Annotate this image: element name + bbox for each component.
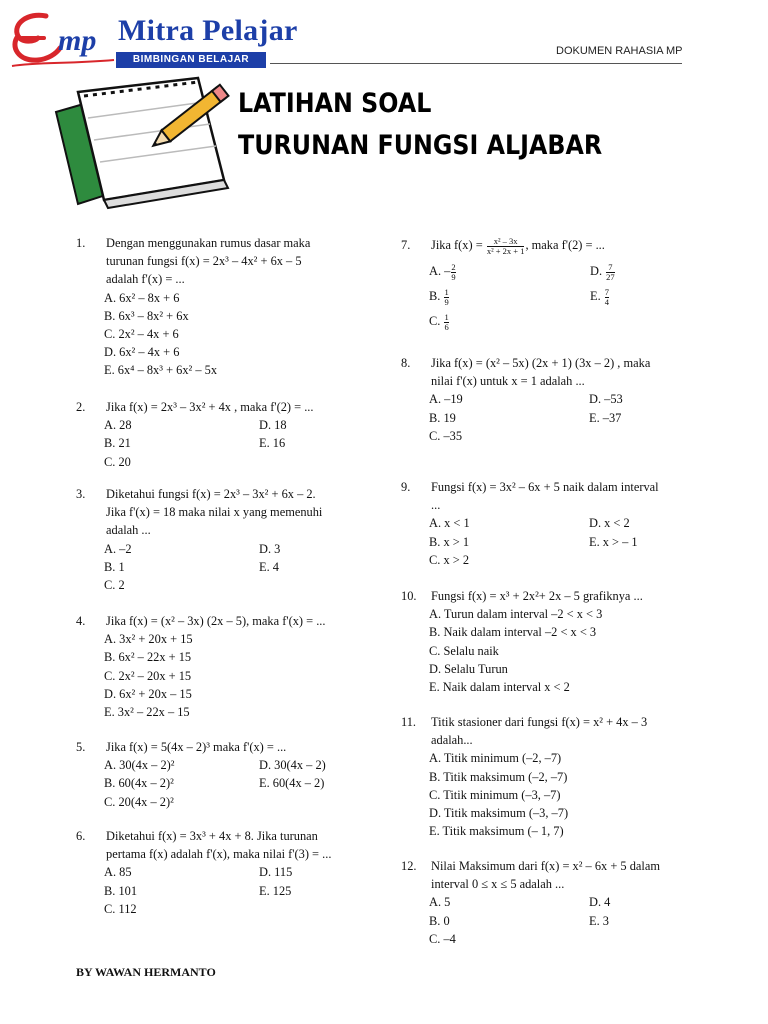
option: A. 28 (104, 418, 132, 433)
option: B. 6x³ – 8x² + 6x (104, 308, 189, 323)
option: E. 4 (259, 559, 279, 574)
option: B. 19 (429, 410, 456, 425)
question-11: 11. Titik stasioner dari fungsi f(x) = x² + 4x – 3 adalah... A. Titik minimum (–2, –7) B. Titik maksimum (–2, –7) C. Titik minimum (–3, –7) D. Titik maksimum (–3, –7) E. Titik maksimum (– 1, 7) (401, 713, 701, 841)
option: D. 30(4x – 2) (259, 758, 326, 773)
option: D. x < 2 (589, 516, 630, 531)
page-title-line1: LATIHAN SOAL (238, 88, 432, 119)
option: B. Naik dalam interval –2 < x < 3 (429, 625, 597, 640)
option: B. 0 (429, 913, 450, 928)
brand-name: Mitra Pelajar (118, 14, 298, 47)
option: E. 6x⁴ – 8x³ + 6x² – 5x (104, 363, 218, 378)
option: C. 20 (104, 454, 131, 469)
option: C. –35 (429, 428, 463, 443)
question-text-line: Dengan menggunakan rumus dasar maka (106, 236, 311, 250)
option: C. 2x² – 4x + 6 (104, 326, 179, 341)
question-5: 5. Jika f(x) = 5(4x – 2)³ maka f'(x) = ... A. 30(4x – 2)² D. 30(4x – 2) B. 60(4x – 2)² E. 60(4x – 2) C. 20(4x – 2)² (76, 738, 376, 813)
option: E. –37 (589, 410, 622, 425)
option: C. 2x² – 20x + 15 (104, 668, 192, 683)
page-title-line2: TURUNAN FUNGSI ALJABAR (238, 130, 603, 161)
option: E. Naik dalam interval x < 2 (429, 679, 570, 694)
question-6: 6. Diketahui f(x) = 3x³ + 4x + 8. Jika turunan pertama f(x) adalah f'(x), maka nilai f'(3) = ... A. 85 D. 115 B. 101 E. 125 C. 112 (76, 827, 376, 919)
brand-logo-icon (8, 10, 118, 70)
option: E. 16 (259, 436, 286, 451)
option: C. 2 (104, 577, 125, 592)
question-7: 7. Jika f(x) = $\frac{\text{x² – 3x}}{\text{x² + 2x + 1}}$ , maka f'(2) = ... A. – $\frac{2}{9}$ D. $\frac{7}{27}$ B. $\frac{1}{9}$ E. $\frac{7}{4}$ C. $\frac{1}{6}$ (401, 235, 615, 332)
question-2: 2. Jika f(x) = 2x³ – 3x² + 4x , maka f'(2) = ... A. 28 D. 18 B. 21 E. 16 C. 20 (76, 398, 376, 473)
option: D. 6x² – 4x + 6 (104, 345, 180, 360)
option: D. 18 (259, 418, 287, 433)
option: B. $\frac{1}{9}$ (429, 286, 449, 307)
option: E. $\frac{7}{4}$ (590, 286, 610, 307)
option: B. Titik maksimum (–2, –7) (429, 769, 568, 784)
option: A. 5 (429, 895, 451, 910)
option: A. 3x² + 20x + 15 (104, 632, 193, 647)
option: D. –53 (589, 392, 623, 407)
option: A. 85 (104, 865, 132, 880)
brand-tagline: BIMBINGAN BELAJAR (116, 52, 266, 68)
question-10: 10. Fungsi f(x) = x³ + 2x²+ 2x – 5 grafiknya ... A. Turun dalam interval –2 < x < 3 B. Naik dalam interval –2 < x < 3 C. Selalu naik D. Selalu Turun E. Naik dalam interval x < 2 (401, 587, 701, 697)
document-label: DOKUMEN RAHASIA MP (556, 45, 683, 57)
option: E. 3x² – 22x – 15 (104, 704, 190, 719)
option: C. 112 (104, 901, 137, 916)
option: B. 21 (104, 436, 131, 451)
option: A. 30(4x – 2)² (104, 758, 175, 773)
option: E. 125 (259, 883, 292, 898)
option: C. 20(4x – 2)² (104, 794, 174, 809)
option: B. 6x² – 22x + 15 (104, 650, 192, 665)
option: C. –4 (429, 931, 456, 946)
option: D. 4 (589, 895, 611, 910)
option: B. 101 (104, 883, 138, 898)
option: A. Titik minimum (–2, –7) (429, 751, 562, 766)
fraction: $\frac{\text{x² – 3x}}{\text{x² + 2x + 1}}$ (486, 235, 525, 256)
question-4: 4. Jika f(x) = (x² – 3x) (2x – 5), maka f'(x) = ... A. 3x² + 20x + 15 B. 6x² – 22x + 15 C. 2x² – 20x + 15 D. 6x² + 20x – 15 E. 3x² – 22x – 15 (76, 612, 376, 722)
option: A. – $\frac{2}{9}$ (429, 261, 456, 282)
option: A. Turun dalam interval –2 < x < 3 (429, 607, 603, 622)
question-12: 12. Nilai Maksimum dari f(x) = x² – 6x + 5 dalam interval 0 ≤ x ≤ 5 adalah ... A. 5 D. 4 B. 0 E. 3 C. –4 (401, 857, 701, 949)
footer-author: BY WAWAN HERMANTO (76, 965, 216, 979)
option: C. Selalu naik (429, 643, 499, 658)
option: B. 1 (104, 559, 125, 574)
option: C. $\frac{1}{6}$ (429, 311, 449, 332)
option: A. –19 (429, 392, 463, 407)
option: A. –2 (104, 541, 132, 556)
option: D. $\frac{7}{27}$ (590, 261, 615, 282)
option: E. 3 (589, 913, 609, 928)
option: A. 6x² – 8x + 6 (104, 290, 180, 305)
option: D. 6x² + 20x – 15 (104, 686, 192, 701)
option: E. x > – 1 (589, 534, 638, 549)
svg-text:mp: mp (58, 24, 97, 57)
question-3: 3. Diketahui fungsi f(x) = 2x³ – 3x² + 6x – 2. Jika f'(x) = 18 maka nilai x yang memenuhi adalah ... A. –2 D. 3 B. 1 E. 4 C. 2 (76, 485, 376, 595)
option: D. Titik maksimum (–3, –7) (429, 805, 569, 820)
question-1: 1. Dengan menggunakan rumus dasar maka turunan fungsi f(x) = 2x³ – 4x² + 6x – 5 adalah f'(x) = ... A. 6x² – 8x + 6 B. 6x³ – 8x² + 6x C. 2x² – 4x + 6 D. 6x² – 4x + 6 E. 6x⁴ – 8x³ + 6x² – 5x (76, 234, 376, 379)
question-8: 8. Jika f(x) = (x² – 5x) (2x + 1) (3x – 2) , maka nilai f'(x) untuk x = 1 adalah ... A. –19 D. –53 B. 19 E. –37 C. –35 (401, 354, 701, 446)
question-9: 9. Fungsi f(x) = 3x² – 6x + 5 naik dalam interval ... A. x < 1 D. x < 2 B. x > 1 E. x > – 1 C. x > 2 (401, 478, 701, 570)
option: D. Selalu Turun (429, 661, 508, 676)
question-text-line: adalah f'(x) = ... (106, 272, 185, 287)
option: E. 60(4x – 2) (259, 776, 325, 791)
option: C. x > 2 (429, 552, 470, 567)
option: B. 60(4x – 2)² (104, 776, 174, 791)
option: D. 115 (259, 865, 293, 880)
option: E. Titik maksimum (– 1, 7) (429, 824, 564, 839)
notepad-pencil-icon (48, 72, 238, 212)
option: B. x > 1 (429, 534, 470, 549)
question-text-line: turunan fungsi f(x) = 2x³ – 4x² + 6x – 5 (106, 254, 302, 269)
option: C. Titik minimum (–3, –7) (429, 787, 561, 802)
option: A. x < 1 (429, 516, 470, 531)
option: D. 3 (259, 541, 281, 556)
header-divider (270, 63, 682, 64)
